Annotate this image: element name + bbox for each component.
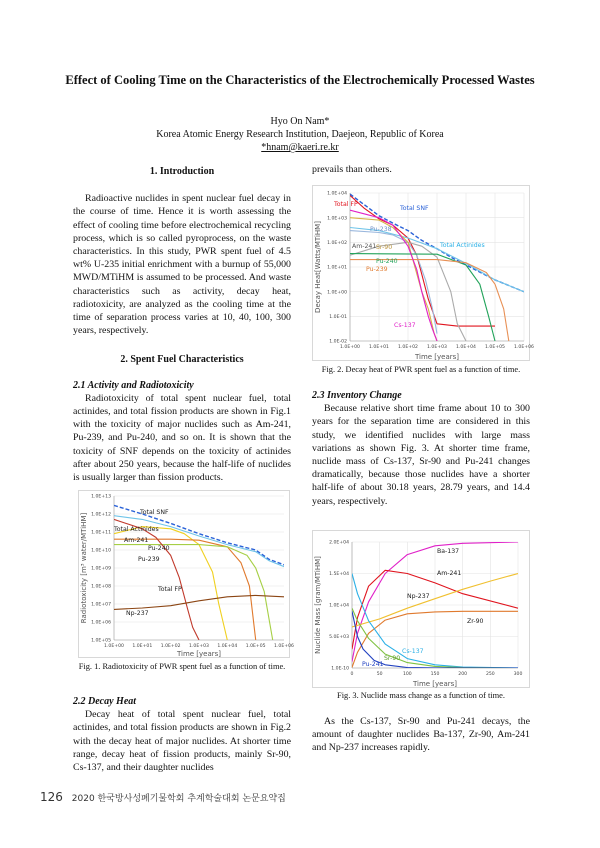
s22-continued: prevails than others.	[312, 164, 392, 175]
y-tick-label: 1.5E+04	[329, 572, 349, 578]
series-label-am-241: Am-241	[437, 570, 462, 577]
right-column-bottom	[312, 715, 530, 755]
x-tick-label: 1.0E+03	[189, 644, 209, 649]
x-tick-label: 1.0E+01	[132, 644, 153, 649]
y-axis-label: Nuclide Mass [gram/MTiHM]	[314, 556, 322, 654]
series-label-total-snf: Total SNF	[140, 509, 169, 516]
x-tick-label: 100	[402, 672, 412, 677]
y-tick-label: 5.0E+03	[329, 635, 349, 641]
figure-2-chart	[312, 185, 534, 361]
series-label-total-fp: Total FP	[334, 201, 358, 208]
y-tick-label: 1.0E+05	[91, 638, 111, 644]
series-label-zr-90: Zr-90	[467, 618, 484, 625]
series-label-total-actinides: Total Actinides	[440, 242, 485, 249]
y-axis-label: Radiotoxicity [m³ water/MTiHM]	[80, 512, 88, 624]
page-footer	[40, 790, 286, 804]
x-tick-label: 1.0E+05	[485, 345, 505, 350]
x-tick-label: 50	[376, 672, 383, 677]
y-tick-label: 1.0E+07	[91, 602, 111, 608]
intro-heading: 1. Introduction	[149, 166, 215, 177]
footer-text: 2020 한국방사성폐기물학회 추계학술대회 논문요약집	[71, 794, 286, 804]
series-label-pu-240: Pu-240	[376, 258, 398, 265]
x-tick-label: 1.0E+02	[398, 345, 418, 350]
s21-heading: 2.1 Activity and Radiotoxicity	[73, 379, 194, 391]
x-tick-label: 1.0E+04	[217, 644, 238, 649]
x-axis-label: Time [years]	[412, 680, 458, 688]
x-tick-label: 200	[458, 672, 468, 677]
x-tick-label: 250	[485, 672, 495, 677]
figure-1-chart	[78, 490, 294, 658]
x-tick-label: 0	[350, 672, 354, 677]
right-column-middle	[312, 389, 530, 508]
y-tick-label: 1.0E+09	[91, 566, 111, 572]
series-label-pu-239: Pu-239	[366, 266, 388, 273]
x-tick-label: 300	[513, 672, 523, 677]
s21-paragraph: Radiotoxicity of total spent nuclear fuel, total actinides, and total fission products are shown in Fig.1 with the toxicity of major nuclides such as Am-241, Pu-239, and Pu-240, and so on. It is shown that the toxicity of SNF depends on the toxicity of actinides after about 250 years, because the half-life of nuclides is usually larger than fission products.	[73, 392, 291, 484]
y-tick-label: 1.0E+01	[327, 265, 347, 271]
author-block	[40, 115, 560, 154]
series-label-sr-90: Sr-90	[376, 244, 393, 251]
series-label-am-241: Am-241	[352, 243, 377, 250]
x-tick-label: 1.0E+05	[245, 644, 266, 649]
intro-paragraph: Radioactive nuclides in spent nuclear fuel decay in the course of time. Hence it is worth assessing the effect of cooling time before electrochemical recycling process, which is so called pyroprocess, on the waste characteristics. In this study, PWR spent fuel of 4.5 wt% U-235 initial enrichment with a burnup of 55,000 MWD/MTiHM is assumed to be processed. And waste characteristics such as activity, decay heat, radiotoxicity, are analyzed as the cooling time at the time of separation process varies at 10, 40, 100, 300 years, respectively.	[73, 193, 291, 337]
x-tick-label: 1.0E+01	[369, 345, 389, 350]
x-tick-label: 1.0E+04	[456, 345, 476, 350]
x-tick-label: 150	[430, 672, 440, 677]
series-label-pu-239: Pu-239	[138, 556, 160, 563]
x-tick-label: 1.0E+00	[340, 345, 360, 350]
page-number: 126	[40, 790, 63, 804]
figure-3-caption: Fig. 3. Nuclide mass change as a function of time.	[337, 691, 505, 700]
left-column	[73, 165, 291, 484]
figure-1-caption: Fig. 1. Radiotoxicity of PWR spent fuel as a function of time.	[78, 662, 286, 671]
s23-heading: 2.3 Inventory Change	[312, 390, 402, 401]
x-tick-label: 1.0E+06	[514, 345, 534, 350]
y-tick-label: 1.0E+02	[327, 240, 347, 246]
left-column-bottom	[73, 695, 291, 774]
y-tick-label: 1.0E+00	[327, 290, 347, 296]
y-tick-label: 1.0E+08	[91, 584, 111, 590]
author-name: Hyo On Nam*	[270, 116, 330, 127]
paper-title: Effect of Cooling Time on the Characteristics of the Electrochemically Processed Wastes	[65, 73, 535, 87]
spent-fuel-heading: 2. Spent Fuel Characteristics	[120, 354, 244, 366]
series-label-np-237: Np-237	[126, 610, 149, 617]
series-label-pu-238: Pu-238	[370, 226, 392, 233]
y-tick-label: 1.0E+13	[91, 494, 111, 500]
author-affiliation: Korea Atomic Energy Research Institution, Daejeon, Republic of Korea	[156, 129, 444, 140]
figure-3-chart	[312, 530, 530, 688]
series-label-pu-240: Pu-240	[148, 545, 170, 552]
y-tick-label: 1.0E+04	[327, 191, 347, 197]
y-axis-label: Decay Heat[Watts/MTiHM]	[314, 221, 322, 313]
y-tick-label: 1.0E-02	[329, 339, 347, 345]
x-axis-label: Time [years]	[176, 650, 222, 658]
s23-paragraph: Because relative short time frame about 10 to 300 years for the separation time are considered in this study, we identified nuclides with large mass variations as shown Fig. 3. At shorter time frame, nuclide mass of Cs-137, Sr-90 and Pu-241 changes dramatically, because those nuclides have a shorter half-life of about 30.18 years, 28.79 years, and 14.4 years, respectively.	[312, 403, 530, 507]
series-label-total-fp: Total FP	[158, 586, 182, 593]
y-tick-label: 1.0E+11	[91, 530, 111, 536]
s22-heading: 2.2 Decay Heat	[73, 696, 137, 707]
x-tick-label: 1.0E+00	[104, 644, 124, 649]
series-label-pu-241: Pu-241	[362, 661, 384, 668]
series-label-np-237: Np-237	[407, 593, 430, 600]
series-label-cs-137: Cs-137	[402, 648, 424, 655]
y-tick-label: 1.0E+04	[329, 603, 349, 609]
x-tick-label: 1.0E+06	[274, 644, 294, 649]
y-tick-label: 1.0E-01	[329, 314, 347, 320]
y-tick-label: 2.0E+04	[329, 540, 349, 546]
y-tick-label: 1.0E+03	[327, 216, 347, 222]
s23-after-paragraph: As the Cs-137, Sr-90 and Pu-241 decays, the amount of daughter nuclides Ba-137, Zr-90, Am-241 and Np-237 increases rapidly.	[312, 716, 530, 754]
s22-paragraph: Decay heat of total spent nuclear fuel, total actinides, and total fission products are shown in Fig.2 with the decay heat of major nuclides. At shorter time range, decay heat of fission products, mainly Sr-90, Cs-137, and their daughter nuclides	[73, 709, 291, 774]
series-label-am-241: Am-241	[124, 537, 149, 544]
y-tick-label: 1.0E+10	[91, 548, 111, 554]
y-tick-label: 1.0E+12	[91, 512, 111, 518]
x-tick-label: 1.0E+03	[427, 345, 447, 350]
x-axis-label: Time [years]	[414, 353, 460, 361]
figure-2-caption: Fig. 2. Decay heat of PWR spent fuel as a function of time.	[321, 365, 521, 374]
y-tick-label: 1.0E-10	[331, 666, 349, 672]
series-label-ba-137: Ba-137	[437, 548, 460, 555]
series-label-sr-90: Sr-90	[384, 655, 401, 662]
series-label-total-snf: Total SNF	[400, 205, 429, 212]
x-tick-label: 1.0E+02	[160, 644, 181, 649]
series-label-total-actinides: Total Actinides	[114, 526, 159, 533]
author-email[interactable]: *hnam@kaeri.re.kr	[261, 142, 339, 153]
series-label-cs-137: Cs-137	[394, 322, 416, 329]
y-tick-label: 1.0E+06	[91, 620, 111, 626]
